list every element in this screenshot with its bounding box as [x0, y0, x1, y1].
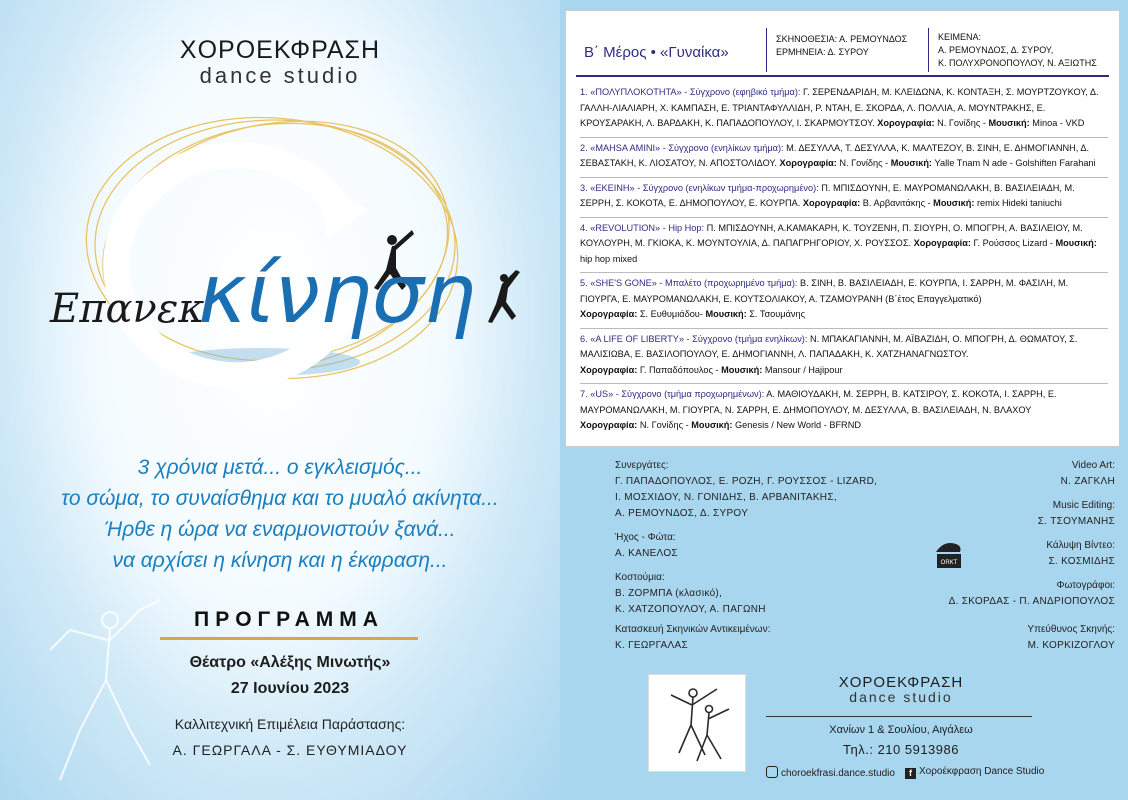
music-editing-name: Σ. ΤΣΟΥΜΑΝΗΣ [1037, 516, 1115, 527]
costumes-names: Β. ΖΟΡΜΠΑ (κλασικό), [615, 588, 723, 599]
collaborators-names: Ι. ΜΟΣΧΙΔΟΥ, Ν. ΓΟΝΙΔΗΣ, Β. ΑΡΒΑΝΙΤΑΚΗΣ, [615, 492, 837, 503]
item-title: 5. «SHE'S GONE» - Μπαλέτο (προχωρημένο τμήμα): [580, 278, 798, 288]
program-item [580, 178, 1108, 218]
tagline [0, 452, 560, 576]
music-label: Μουσική: [1055, 238, 1097, 248]
music-label: Μουσική: [691, 420, 733, 430]
stage-manager [885, 622, 1115, 654]
stage-manager-label: Υπεύθυνος Σκηνής: [1027, 624, 1115, 635]
orkt-text: ORKT [940, 560, 958, 566]
music-label: Μουσική: [705, 309, 747, 319]
music-editing-label: Music Editing: [1052, 500, 1115, 511]
photographers-names: Δ. ΣΚΟΡΔΑΣ - Π. ΑΝΔΡΙΟΠΟΥΛΟΣ [948, 596, 1115, 607]
costumes-names: Κ. ΧΑΤΖΟΠΟΥΛΟΥ, Α. ΠΑΓΩΝΗ [615, 604, 766, 615]
costumes-label: Κοστούμια: [615, 572, 665, 583]
facebook-link[interactable] [905, 766, 1044, 779]
social-links [766, 766, 1044, 779]
tagline-line: το σώμα, το συναίσθημα και το μυαλό ακίνητα... [61, 487, 499, 510]
program-item [580, 329, 1108, 385]
brand-name: ΧΟΡΟΕΚΦΡΑΣΗ [179, 36, 381, 64]
collaborators [615, 458, 905, 522]
address: Χανίων 1 & Σουλίου, Αιγάλεω [829, 724, 973, 736]
choreographer: Ν. Γονίδης - [836, 158, 891, 168]
costumes [615, 570, 905, 618]
music: hip hop mixed [580, 253, 638, 264]
choreographer: Γ. Ρούσσος Lizard - [970, 238, 1056, 248]
instagram-link[interactable] [766, 766, 895, 779]
artistic-direction-names: Α. ΓΕΩΡΓΑΛΑ - Σ. ΕΥΘΥΜΙΑΔΟΥ [172, 742, 408, 758]
facebook-page: Χοροέκφραση Dance Studio [918, 766, 1045, 777]
artistic-direction-label: Καλλιτεχνική Επιμέλεια Παράστασης: [174, 716, 406, 732]
program-title: ΠΡΟΓΡΑΜΜΑ [194, 608, 384, 631]
choreography-label: Χορογραφία: [779, 158, 837, 168]
music: remix Hideki taniuchi [974, 198, 1062, 208]
footer-brand-sub: dance studio [849, 689, 953, 705]
choreography-label: Χορογραφία: [913, 238, 971, 248]
choreographer: Ν. Γονίδης - [934, 118, 989, 128]
photographers-label: Φωτογράφοι: [1056, 580, 1115, 591]
program-items [580, 82, 1108, 439]
brand-logo-top [0, 36, 560, 89]
part-direction [776, 33, 907, 59]
tagline-line: 3 χρόνια μετά... ο εγκλεισμός... [137, 456, 423, 479]
texts-label: ΚΕΙΜΕΝΑ: [938, 32, 982, 42]
orkt-logo-icon [934, 538, 964, 574]
program-item [580, 82, 1108, 138]
program-box [565, 10, 1120, 447]
item-dancers: Π. ΜΠΙΣΔΟΥΝΗ, Ε. ΜΑΥΡΟΜΑΝΩΛΑΚΗ, Β. ΒΑΣΙΛΕΙΑΔΗ, Μ. ΣΕΡΡΗ, Σ. ΚΟΚΟΤΑ, Ε. ΔΗΜΟΠΟΥΛΟΥ, Ε. ΚΟΥΡΠΑ. [580, 182, 1075, 208]
brand-sub: dance studio [199, 63, 361, 88]
item-dancers: Γ. ΣΕΡΕΝΔΑΡΙΔΗ, Μ. ΚΛΕΙΔΩΝΑ, Κ. ΚΟΝΤΑΞΗ, Σ. ΜΟΥΡΤΖΟΥΚΟΥ, Δ. ΓΑΛΛΗ-ΛΙΑΛΙΑΡΗ, Χ. ΚΑΜΠΑΣΗ, Ε. ΤΡΙΑΝΤΑΦΥΛΛΙΔΗ, Ρ. ΝΤΑΗ, Ε. ΣΚΟΡΔΑ, Λ. ΠΟΛΛΙΑ, Α. ΜΟΥΝΤΡΑΚΗΣ, Ε. ΚΡΟΥΣΑΡΑΚΗ, Λ. ΒΑΡΔΑΚΗ, Κ. ΠΑΠΑΔΟΠΟΥΛΟΥ, Ι. ΣΚΑΡΜΟΥΤΣΟΥ. [580, 87, 1099, 128]
interpretation-credit: ΕΡΜΗΝΕΙΑ: Δ. ΣΥΡΟΥ [776, 47, 869, 57]
item-dancers: Μ. ΔΕΣΥΛΛΑ, Τ. ΔΕΣΥΛΛΑ, Κ. ΜΑΛΤΕΖΟΥ, Β. ΣΙΝΗ, Ε. ΔΗΜΟΓΙΑΝΝΗ, Δ. ΣΕΒΑΣΤΑΚΗ, Κ. ΛΙΟΣΑΤΟΥ, Ν. ΑΠΟΣΤΟΛΙΔΟΥ. [580, 142, 1090, 168]
item-dancers: Π. ΜΠΙΣΔΟΥΝΗ, Α.ΚΑΜΑΚΑΡΗ, Κ. ΤΟΥΖΕΝΗ, Π. ΣΙΟΥΡΗ, Ο. ΜΠΟΓΡΗ, Α. ΒΑΣΙΛΕΙΟΥ, Μ. ΚΟΥΛΟΥΡΗ, Μ. ΓΚΙΟΚΑ, Κ. ΜΟΥΝΤΟΥΛΙΑ, Δ. ΠΑΠΑΓΡΗΓΟΡΙΟΥ, Χ. ΡΟΥΣΣΟΣ. [580, 222, 1083, 248]
tagline-line: να αρχίσει η κίνηση και η έκφραση... [112, 549, 448, 572]
tagline-line: Ήρθε η ώρα να εναρμονιστούν ξανά... [104, 518, 456, 541]
item-title: 1. «ΠΟΛΥΠΛΟΚΟΤΗΤΑ» - Σύγχρονο (εφηβικό τμήμα): [580, 87, 801, 97]
video-art-label: Video Art: [1071, 460, 1115, 471]
part-title: Β΄ Μέρος • «Γυναίκα» [584, 44, 729, 61]
texts-authors: Κ. ΠΟΛΥΧΡΟΝΟΠΟΥΛΟΥ, Ν. ΑΞΙΩΤΗΣ [938, 58, 1097, 68]
dancer-photo-thumbnail [648, 674, 746, 772]
texts-authors: Α. ΡΕΜΟΥΝΔΟΣ, Δ. ΣΥΡΟΥ, [938, 45, 1054, 55]
music-label: Μουσική: [721, 364, 763, 375]
choreographer: Σ. Ευθυμιάδου- [637, 309, 706, 319]
choreography-label: Χορογραφία: [580, 309, 638, 319]
footer-divider [766, 716, 1032, 717]
sound-lights-label: Ήχος - Φώτα: [615, 532, 676, 543]
video-coverage-label: Κάλυψη Βίντεο: [1046, 540, 1115, 551]
arrow-head-icon [315, 178, 368, 240]
item-dancers: Β. ΣΙΝΗ, Β. ΒΑΣΙΛΕΙΑΔΗ, Ε. ΚΟΥΡΠΑ, Ι. ΣΑΡΡΗ, Μ. ΦΑΣΙΛΗ, Μ. ΓΙΟΥΡΓΑ, Ε. ΜΑΥΡΟΜΑΝΩΛΑΚΗ, Ε. ΚΟΥΤΣΟΛΙΑΚΟΥ, Α. ΤΖΑΜΟΥΡΑΝΗ (Β΄έτος Επαγγελματικό) [580, 278, 1069, 304]
header-divider [766, 28, 767, 72]
instagram-handle: choroekfrasi.dance.studio [781, 768, 895, 779]
program-item [580, 218, 1108, 274]
video-art [885, 458, 1115, 490]
music: Genesis / New World - BFRND [732, 420, 861, 430]
instagram-icon [766, 766, 778, 778]
venue: Θέατρο «Αλέξης Μινωτής» [189, 654, 391, 671]
credits [615, 458, 1115, 658]
music: Mansour / Hajipour [762, 364, 843, 375]
direction-credit: ΣΚΗΝΟΘΕΣΙΑ: Α. ΡΕΜΟΥΝΔΟΣ [776, 34, 908, 44]
phone: Τηλ.: 210 5913986 [843, 742, 959, 757]
choreography-label: Χορογραφία: [580, 364, 638, 375]
item-dancers: Ν. ΜΠΑΚΑΓΙΑΝΝΗ, Μ. ΑΪΒΑΖΙΔΗ, Ο. ΜΠΟΓΡΗ, Δ. ΘΩΜΑΤΟΥ, Σ. ΜΑΛΙΣΙΩΒΑ, Ε. ΒΑΣΙΛΟΠΟΥΛΟΥ, Ε. ΔΗΜΟΓΙΑΝΝΗ, Λ. ΠΑΠΑΔΑΚΗ, Κ. ΧΑΤΖΗΑΝΑΓΝΩΣΤΟΥ. [580, 333, 1078, 359]
item-title: 2. «MAHSA AMINI» - Σύγχρονο (ενηλίκων τμήμα): [580, 142, 784, 153]
facebook-icon: f [905, 768, 916, 779]
item-dancers: Α. ΜΑΘΙΟΥΔΑΚΗ, Μ. ΣΕΡΡΗ, Β. ΚΑΤΣΙΡΟΥ, Σ. ΚΟΚΟΤΑ, Ι. ΣΑΡΡΗ, Ε. ΜΑΥΡΟΜΑΝΩΛΑΚΗ, Μ. ΓΙΟΥΡΓΑ, Ν. ΣΑΡΡΗ, Ε. ΔΗΜΟΠΟΥΛΟΥ, Μ. ΔΕΣΥΛΛΑ, Β. ΒΑΣΙΛΕΙΑΔΗ, Ν. ΒΛΑΧΟΥ [580, 389, 1057, 415]
logo-word-1: Επανεκ [50, 286, 205, 332]
props [615, 622, 905, 654]
choreography-label: Χορογραφία: [802, 198, 861, 208]
photographers [885, 578, 1115, 610]
music-label: Μουσική: [988, 118, 1030, 128]
music: Yalle Tnam N ade - Golshiften Farahani [932, 158, 1096, 168]
logo-word-2: κίνηση [198, 247, 476, 342]
program-item [580, 384, 1108, 439]
choreographer: Ν. Γονίδης - [637, 420, 692, 430]
program-title-underline [160, 637, 418, 640]
item-title: 6. «A LIFE OF LIBERTY» - Σύγχρονο (τμήμα ενηλίκων): [580, 333, 808, 344]
program-item [580, 273, 1108, 329]
part-header [566, 11, 1119, 75]
sound-lights [615, 530, 905, 562]
choreography-label: Χορογραφία: [877, 118, 935, 128]
collaborators-names: Α. ΡΕΜΟΥΝΔΟΣ, Δ. ΣΥΡΟΥ [615, 508, 749, 519]
footer-brand [766, 674, 1036, 705]
collaborators-names: Γ. ΠΑΠΑΔΟΠΟΥΛΟΣ, Ε. ΡΟΖΗ, Γ. ΡΟΥΣΣΟΣ - LIZARD, [615, 476, 878, 487]
choreography-label: Χορογραφία: [580, 420, 638, 430]
footer-brand-name: ΧΟΡΟΕΚΦΡΑΣΗ [838, 674, 964, 691]
choreographer: Β. Αρβανιτάκης - [860, 198, 934, 208]
kinisi-logo [30, 100, 530, 440]
stage-manager-name: Μ. ΚΟΡΚΙΖΟΓΛΟΥ [1027, 640, 1115, 651]
props-name: Κ. ΓΕΩΡΓΑΛΑΣ [615, 640, 688, 651]
music: Σ. Τσουμάνης [746, 309, 806, 319]
video-art-name: Ν. ΖΑΓΚΛΗ [1060, 476, 1115, 487]
item-title: 4. «REVOLUTION» - Hip Hop: [580, 222, 705, 233]
event-date: 27 Ιουνίου 2023 [230, 680, 350, 697]
music-label: Μουσική: [933, 198, 975, 208]
part-texts [938, 31, 1097, 70]
music: Minoa - VKD [1029, 118, 1085, 128]
music-label: Μουσική: [890, 158, 932, 168]
choreographer: Γ. Παπαδόπουλος - [637, 364, 722, 375]
collaborators-label: Συνεργάτες: [615, 460, 669, 471]
music-editing [885, 498, 1115, 530]
header-divider [928, 28, 929, 72]
video-coverage [885, 538, 1115, 570]
sound-lights-name: Α. ΚΑΝΕΛΟΣ [615, 548, 678, 559]
item-title: 3. «ΕΚΕΙΝΗ» - Σύγχρονο (ενηλίκων τμήμα-προχωρημένο): [580, 182, 819, 193]
program-item [580, 138, 1108, 178]
item-title: 7. «US» - Σύγχρονο (τμήμα προχωρημένων): [580, 389, 765, 399]
props-label: Κατασκευή Σκηνικών Αντικειμένων: [615, 624, 771, 635]
header-rule [576, 75, 1109, 77]
video-coverage-name: Σ. ΚΟΣΜΙΔΗΣ [1048, 556, 1115, 567]
